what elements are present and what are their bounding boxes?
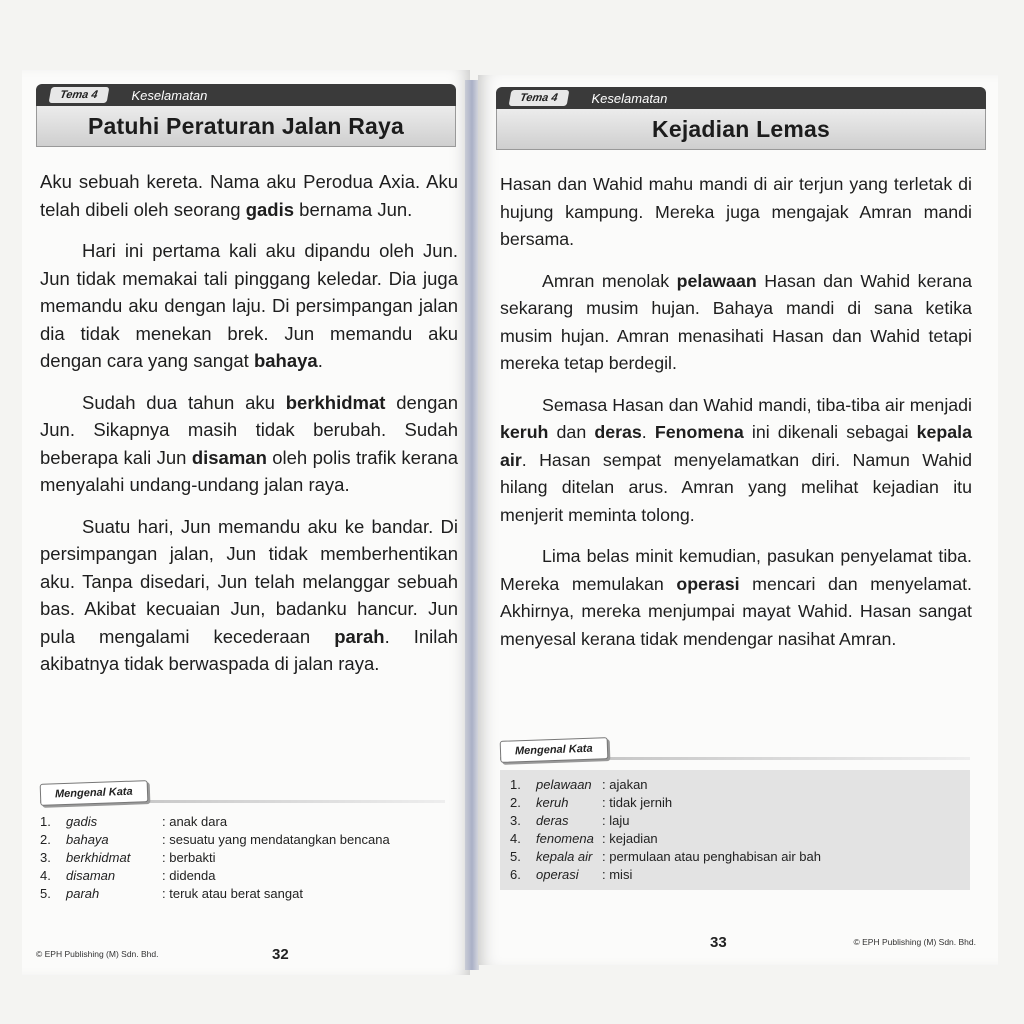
story-paragraph bbox=[500, 543, 972, 653]
right-page-header bbox=[496, 87, 986, 151]
vocab-item bbox=[510, 776, 960, 794]
vocab-item bbox=[510, 866, 960, 884]
story-paragraph bbox=[40, 389, 458, 499]
vocab-item bbox=[510, 848, 960, 866]
story-paragraph bbox=[500, 171, 972, 254]
story-text-run: Aku sebuah kereta. Nama aku Perodua Axia. Aku telah dibeli oleh seorang bbox=[40, 171, 458, 220]
vocab-item bbox=[40, 831, 445, 849]
story-paragraph bbox=[40, 513, 458, 678]
vocab-num: 2. bbox=[40, 832, 51, 847]
bold-keyword: parah bbox=[334, 625, 385, 647]
story-paragraph bbox=[500, 268, 972, 378]
vocab-num: 5. bbox=[510, 849, 521, 864]
vocab-definition: : didenda bbox=[162, 868, 216, 883]
left-page bbox=[22, 70, 470, 975]
story-text-run: . bbox=[317, 350, 323, 371]
story-text bbox=[500, 171, 972, 667]
vocab-section bbox=[40, 782, 445, 903]
bold-keyword: bahaya bbox=[253, 350, 318, 371]
publisher-credit: © EPH Publishing (M) Sdn. Bhd. bbox=[36, 949, 159, 959]
vocab-term: berkhidmat bbox=[66, 850, 131, 865]
theme-strip bbox=[36, 84, 456, 106]
vocab-item bbox=[510, 794, 960, 812]
vocab-num: 4. bbox=[40, 868, 51, 883]
tema-badge: Tema 4 bbox=[49, 87, 109, 103]
vocab-term: keruh bbox=[536, 795, 569, 810]
bold-keyword: Fenomena bbox=[654, 422, 744, 442]
vocab-num: 5. bbox=[40, 886, 51, 901]
bold-keyword: pelawaan bbox=[676, 270, 757, 291]
vocab-item bbox=[40, 867, 445, 885]
vocab-num: 1. bbox=[40, 814, 51, 829]
story-text-run: Sudah dua tahun aku bbox=[82, 391, 286, 413]
vocab-definition: : anak dara bbox=[162, 814, 228, 829]
vocab-term: pelawaan bbox=[536, 777, 592, 792]
vocab-list bbox=[40, 813, 445, 903]
story-text bbox=[40, 168, 458, 692]
story-text-run: dengan Jun. Sikapnya masih tidak berubah. Sudah beberapa kali Jun bbox=[40, 391, 458, 468]
story-title: Patuhi Peraturan Jalan Raya bbox=[87, 112, 405, 139]
vocab-num: 1. bbox=[510, 777, 521, 792]
story-paragraph bbox=[500, 392, 972, 530]
story-text-run: Hasan dan Wahid mahu mandi di air terjun yang terletak di hujung kampung. Mereka juga mengajak Amran mandi bersama. bbox=[500, 174, 972, 249]
bold-keyword: kepala air bbox=[500, 422, 972, 470]
vocab-label: Mengenal Kata bbox=[40, 780, 148, 806]
vocab-definition: : ajakan bbox=[602, 777, 648, 792]
vocab-num: 4. bbox=[510, 831, 521, 846]
vocab-term: operasi bbox=[536, 867, 579, 882]
vocab-definition: : laju bbox=[602, 813, 630, 828]
bold-keyword: deras bbox=[594, 422, 642, 442]
title-bar bbox=[36, 106, 456, 147]
title-bar bbox=[496, 109, 986, 150]
vocab-definition: : teruk atau berat sangat bbox=[162, 886, 303, 901]
vocab-list bbox=[500, 770, 970, 890]
vocab-num: 3. bbox=[510, 813, 521, 828]
story-paragraph bbox=[40, 237, 458, 375]
story-text-run: bernama Jun. bbox=[294, 198, 413, 220]
vocab-label: Mengenal Kata bbox=[500, 737, 608, 763]
bold-keyword: berkhidmat bbox=[285, 391, 386, 413]
vocab-item bbox=[40, 813, 445, 831]
vocab-section bbox=[500, 739, 970, 890]
story-paragraph bbox=[40, 168, 458, 223]
story-text-run: . Hasan sempat menyelamatkan diri. Namun Wahid hilang ditelan arus. Amran yang melihat kejadian itu menjerit meminta tolong. bbox=[500, 449, 972, 525]
story-title: Kejadian Lemas bbox=[652, 115, 830, 142]
story-text-run: Amran menolak bbox=[542, 270, 677, 291]
vocab-term: disaman bbox=[66, 868, 116, 883]
story-text-run: . Inilah akibatnya tidak berwaspada di jalan raya. bbox=[40, 625, 458, 674]
page-number: 33 bbox=[710, 934, 727, 951]
theme-name: Keselamatan bbox=[131, 87, 208, 103]
vocab-definition: : berbakti bbox=[162, 850, 216, 865]
bold-keyword: keruh bbox=[500, 422, 549, 442]
bold-keyword: operasi bbox=[676, 573, 740, 594]
page-number: 32 bbox=[272, 946, 289, 963]
story-text-run: Lima belas minit kemudian, pasukan penyelamat tiba. Mereka memulakan bbox=[500, 546, 972, 594]
bold-keyword: disaman bbox=[191, 446, 267, 468]
story-text-run: ini dikenali sebagai bbox=[743, 422, 917, 442]
vocab-term: gadis bbox=[66, 814, 98, 829]
left-page-header bbox=[36, 84, 456, 148]
vocab-definition: : permulaan atau penghabisan air bah bbox=[602, 849, 821, 864]
vocab-num: 3. bbox=[40, 850, 51, 865]
open-book bbox=[10, 55, 1014, 975]
vocab-term: deras bbox=[536, 813, 569, 828]
vocab-term: kepala air bbox=[536, 849, 593, 864]
story-text-run: mencari dan menyelamat. Akhirnya, mereka menjumpai mayat Wahid. Hasan sangat menyesal kerana tidak mendengar nasihat Amran. bbox=[500, 573, 972, 649]
bold-keyword: gadis bbox=[245, 198, 295, 220]
vocab-definition: : sesuatu yang mendatangkan bencana bbox=[162, 832, 390, 847]
publisher-credit: © EPH Publishing (M) Sdn. Bhd. bbox=[853, 937, 976, 947]
theme-strip bbox=[496, 87, 986, 109]
vocab-term: bahaya bbox=[66, 832, 109, 847]
vocab-item bbox=[510, 830, 960, 848]
tema-badge: Tema 4 bbox=[509, 90, 569, 106]
vocab-item bbox=[40, 849, 445, 867]
book-spine bbox=[465, 80, 479, 970]
theme-name: Keselamatan bbox=[591, 90, 668, 106]
right-page bbox=[478, 75, 998, 965]
vocab-item bbox=[510, 812, 960, 830]
vocab-term: fenomena bbox=[536, 831, 594, 846]
vocab-definition: : kejadian bbox=[602, 831, 658, 846]
vocab-definition: : misi bbox=[602, 867, 633, 882]
story-text-run: oleh polis trafik kerana menyalahi undang-undang jalan raya. bbox=[40, 446, 458, 495]
story-text-run: Hasan dan Wahid kerana sekarang musim hujan. Bahaya mandi di sana ketika musim hujan. Amran menasihati Hasan dan Wahid tetapi mereka tetap berdegil. bbox=[500, 270, 972, 373]
story-text-run: Suatu hari, Jun memandu aku ke bandar. Di persimpangan jalan, Jun tidak memberhentikan aku. Tanpa disedari, Jun telah melanggar sebuah bas. Akibat kecuaian Jun, badanku hancur. Jun pula mengalami kecederaan bbox=[40, 515, 458, 647]
vocab-term: parah bbox=[66, 886, 100, 901]
story-text-run: Semasa Hasan dan Wahid mandi, tiba-tiba air menjadi bbox=[542, 394, 972, 415]
vocab-definition: : tidak jernih bbox=[602, 795, 673, 810]
vocab-item bbox=[40, 885, 445, 903]
story-text-run: dan bbox=[548, 422, 595, 442]
vocab-num: 6. bbox=[510, 867, 521, 882]
story-text-run: . bbox=[641, 422, 655, 442]
story-text-run: Hari ini pertama kali aku dipandu oleh Jun. Jun tidak memakai tali pinggang keledar. Dia juga memandu aku dengan laju. Di persimpangan jalan dia tidak menekan brek. Jun memandu aku dengan cara yang sangat bbox=[40, 240, 458, 371]
vocab-num: 2. bbox=[510, 795, 521, 810]
